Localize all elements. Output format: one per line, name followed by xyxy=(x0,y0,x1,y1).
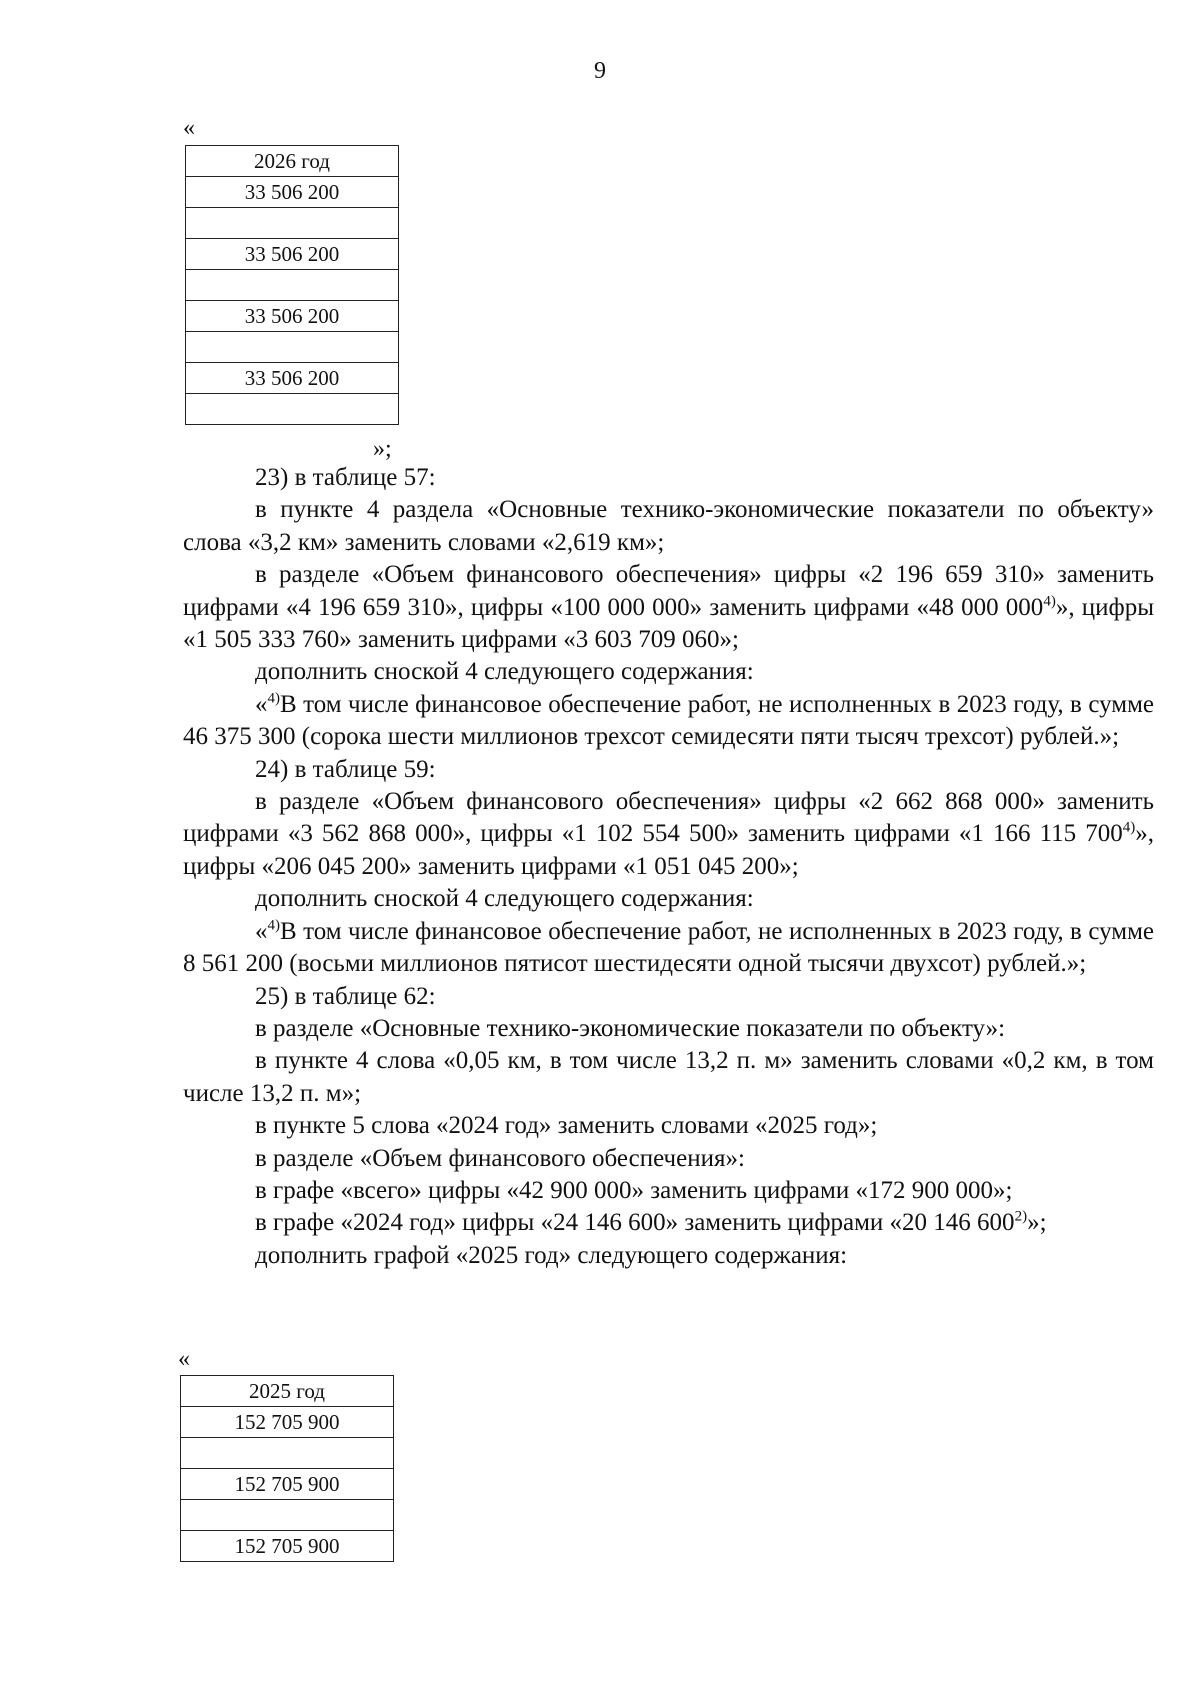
item-24-a: в разделе «Объем финансового обеспечения» цифры «2 662 868 000» заменить цифрами «3 562 868 000», цифры «1 102 554 500» заменить цифрами «1 166 115 700$^{4)}$», цифры «206 045 200» заменить цифрами «1 051 045 200»; xyxy=(183,788,1154,880)
table-cell: 152 705 900 xyxy=(181,1407,394,1438)
page-number: 9 xyxy=(594,58,606,84)
item-25-g: дополнить графой «2025 год» следующего содержания: xyxy=(255,1241,848,1269)
table-cell: 33 506 200 xyxy=(186,239,399,270)
item-25-title: 25) в таблице 62: xyxy=(255,982,436,1010)
item-25-f: в графе «2024 год» цифры «24 146 600» заменить цифрами «20 146 600$^{2)}$»; xyxy=(255,1209,1047,1237)
item-25-e: в графе «всего» цифры «42 900 000» заменить цифрами «172 900 000»; xyxy=(255,1176,1013,1204)
table-2026-close-quote: »; xyxy=(373,436,392,462)
amendments-text xyxy=(183,462,1154,1272)
table-cell xyxy=(186,208,399,239)
item-25-c: в пункте 5 слова «2024 год» заменить словами «2025 год»; xyxy=(255,1112,878,1140)
table-cell: 152 705 900 xyxy=(181,1531,394,1562)
item-23-b: в разделе «Объем финансового обеспечения» цифры «2 196 659 310» заменить цифрами «4 196 659 310», цифры «100 000 000» заменить цифрами «48 000 000$^{4)}$», цифры «1 505 333 760» заменить цифрами «3 603 709 060»; xyxy=(183,561,1154,654)
table-2025-open-quote: « xyxy=(178,1346,190,1372)
table-cell: 33 506 200 xyxy=(186,301,399,332)
table-cell xyxy=(181,1438,394,1469)
table-cell: 33 506 200 xyxy=(186,177,399,208)
table-2026 xyxy=(185,145,399,425)
table-cell xyxy=(186,394,399,425)
table-header: 2026 год xyxy=(186,146,399,177)
table-2025 xyxy=(180,1375,394,1562)
table-cell xyxy=(181,1500,394,1531)
item-23-d: «$^{4)}$В том числе финансовое обеспечение работ, не исполненных в 2023 году, в сумме 46 375 300 (сорока шести миллионов трехсот семидесяти пяти тысяч трехсот) рублей.»; xyxy=(183,690,1154,751)
item-24-b: дополнить сноской 4 следующего содержания: xyxy=(255,885,754,913)
table-cell: 33 506 200 xyxy=(186,363,399,394)
item-23-title: 23) в таблице 57: xyxy=(255,464,436,491)
table-cell xyxy=(186,332,399,363)
item-25-a: в разделе «Основные технико-экономические показатели по объекту»: xyxy=(255,1014,1006,1042)
table-2026-open-quote: « xyxy=(183,115,195,141)
item-23-c: дополнить сноской 4 следующего содержания: xyxy=(255,658,754,686)
item-24-title: 24) в таблице 59: xyxy=(255,755,436,783)
item-24-c: «$^{4)}$В том числе финансовое обеспечение работ, не исполненных в 2023 году, в сумме 8 561 200 (восьми миллионов пятисот шестидесяти одной тысячи двухсот) рублей.»; xyxy=(183,917,1154,978)
table-cell xyxy=(186,270,399,301)
item-25-b: в пункте 4 слова «0,05 км, в том числе 13,2 п. м» заменить словами «0,2 км, в том числе 13,2 п. м»; xyxy=(183,1047,1154,1107)
table-cell: 152 705 900 xyxy=(181,1469,394,1500)
item-25-d: в разделе «Объем финансового обеспечения»: xyxy=(255,1144,745,1172)
table-header: 2025 год xyxy=(181,1376,394,1407)
item-23-a: в пункте 4 раздела «Основные технико-экономические показатели по объекту» слова «3,2 км» заменить словами «2,619 км»; xyxy=(183,496,1154,556)
